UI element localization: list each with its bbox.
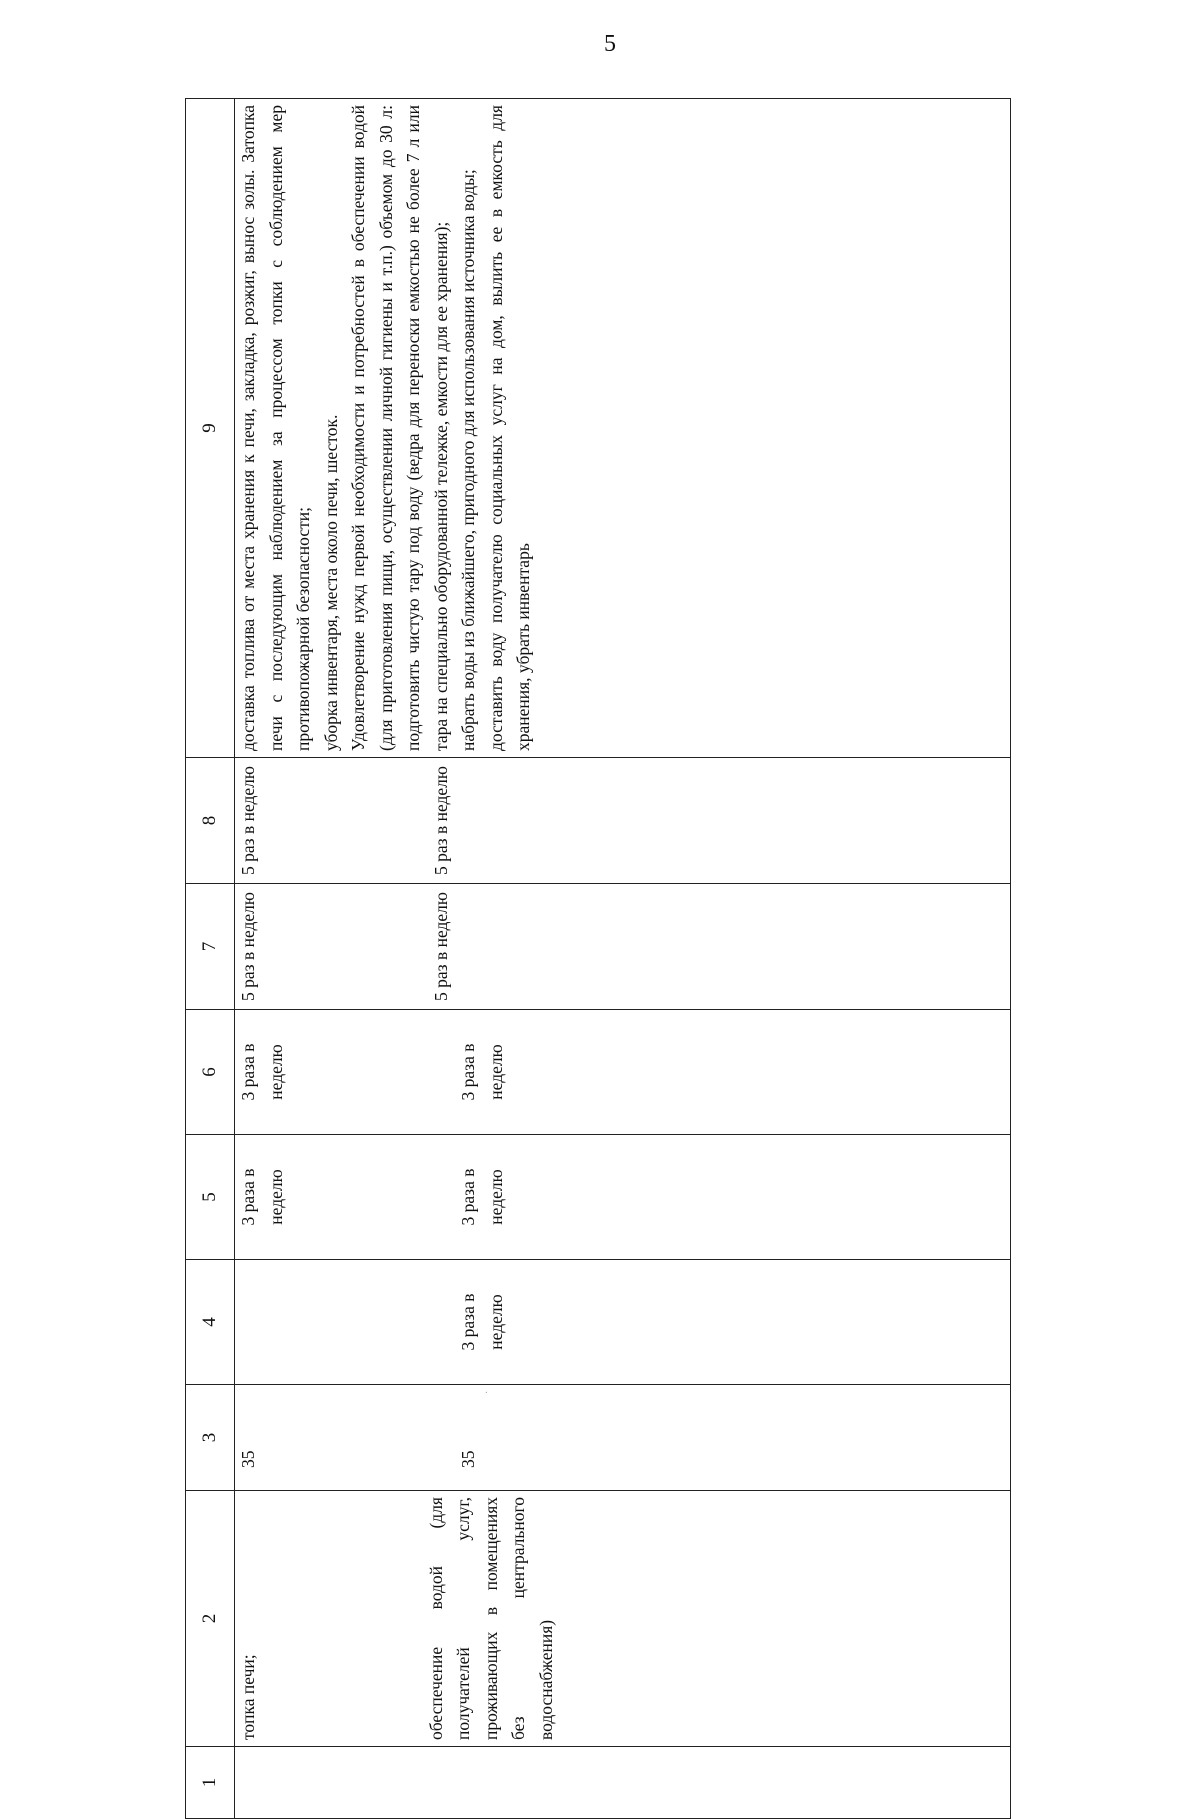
col3-cell [235,1385,1011,1491]
row-1-col7: 5 раз в неделю [238,892,258,1001]
row-2-col3: 35 [457,1450,478,1468]
row-2-col3-mark: · [482,1390,493,1394]
header-cell-1: 1 [186,1747,235,1819]
col4-cell [235,1260,1011,1385]
row-1-col4 [235,1266,290,1378]
row-2-col8: 5 раз в неделю [430,766,451,875]
row-2-col6: 3 раза в неделю [458,1043,506,1101]
header-cell-9: 9 [186,99,235,758]
col8-cell [235,758,1011,884]
row-1-service-name: топка печи; [238,1654,258,1740]
row-2-description-1: Удовлетворение нужд первой необходимости и потребностей в обеспечении водой (для приготовления пищи, осуществлении личной гигиены и т.п.) объемом до 30 л: подготовить чистую тару под воду (ведра для переноски емкостью не более 7 л или тара на специально оборудованной тележке, емкости для ее хранения); [348,105,451,751]
header-cell-3: 3 [186,1385,235,1491]
row-2-col4: 3 раза в неделю [458,1293,506,1351]
row-1-description-2: уборка инвентаря, места около печи, шесток. [320,414,341,751]
row-number-cell [235,1747,1011,1819]
row-1-description-1: доставка топлива от места хранения к печи, закладка, розжиг, вынос золы. Затопка печи с последующим наблюдением за процессом топки с соблюдением мер противопожарной безопасности; [238,105,313,751]
header-cell-2: 2 [186,1491,235,1747]
row-2-description-3: доставить воду получателю социальных услуг на дом, вылить ее в емкость для хранения, убрать инвентарь [485,105,533,751]
header-cell-7: 7 [186,884,235,1010]
row-2-description-2: набрать воды из ближайшего, пригодного для использования источника воды; [458,169,478,751]
rotated-table-container [185,99,1011,1819]
services-table [185,98,1011,1819]
page-number: 5 [604,31,616,57]
service-name-cell [235,1491,1011,1747]
col7-cell [235,884,1011,1010]
header-cell-6: 6 [186,1010,235,1135]
row-2-col7: 5 раз в неделю [430,892,451,1001]
row-1-col3: 35 [238,1450,258,1468]
row-2-col5: 3 раза в неделю [458,1168,506,1226]
row-1-col5: 3 раза в неделю [238,1168,286,1226]
row-2-service-name: обеспечение водой (для получателей услуг, проживающих в помещениях без центрального водоснабжения) [425,1497,556,1740]
header-cell-8: 8 [186,758,235,884]
row-1-col6: 3 раза в неделю [238,1043,286,1101]
col6-cell [235,1010,1011,1135]
header-cell-5: 5 [186,1135,235,1260]
row-1-col8: 5 раз в неделю [238,766,258,875]
header-cell-4: 4 [186,1260,235,1385]
table-body-row [235,99,1011,1819]
col5-cell [235,1135,1011,1260]
table-header-row [186,99,235,1819]
description-cell [235,99,1011,758]
